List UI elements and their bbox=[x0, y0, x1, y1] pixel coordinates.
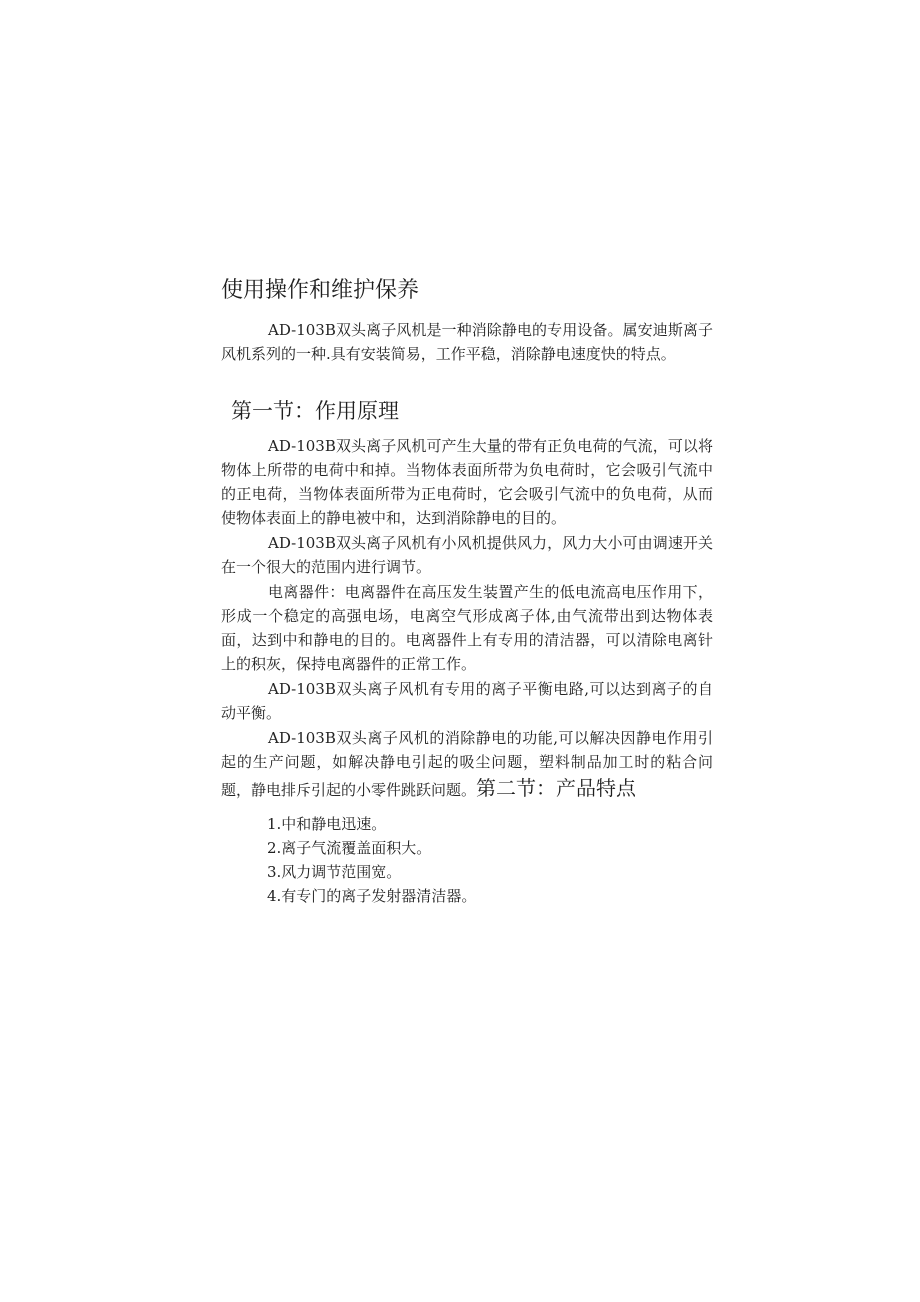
document-page bbox=[221, 276, 713, 908]
document-title: 使用操作和维护保养 bbox=[221, 278, 420, 303]
section-1-paragraph-4: AD-103B双头离子风机有专用的离子平衡电路,可以达到离子的自动平衡。 bbox=[221, 680, 713, 722]
section-1-paragraph-1: AD-103B双头离子风机可产生大量的带有正负电荷的气流，可以将物体上所带的电荷中和掉。当物体表面所带为负电荷时，它会吸引气流中的正电荷，当物体表面所带为正电荷时，它会吸引气流中的负电荷，从而使物体表面上的静电被中和，达到消除静电的目的。 bbox=[221, 437, 713, 527]
feature-list bbox=[221, 812, 713, 908]
intro-paragraph: AD-103B双头离子风机是一种消除静电的专用设备。属安迪斯离子风机系列的一种.具有安装简易，工作平稳，消除静电速度快的特点。 bbox=[221, 321, 713, 363]
section-1-paragraph-2: AD-103B双头离子风机有小风机提供风力，风力大小可由调速开关在一个很大的范围内进行调节。 bbox=[221, 534, 713, 576]
section-1-paragraph-5 bbox=[221, 726, 713, 802]
section-2-title: 第二节：产品特点 bbox=[476, 776, 637, 800]
list-item: 4.有专门的离子发射器清洁器。 bbox=[267, 887, 477, 905]
list-item: 1.中和静电迅速。 bbox=[267, 815, 387, 833]
section-1-paragraph-5-text: AD-103B双头离子风机的消除静电的功能,可以解决因静电作用引起的生产问题，如解决静电引起的吸尘问题，塑料制品加工时的粘合问题，静电排斥引起的小零件跳跃问题。 bbox=[221, 729, 713, 799]
list-item: 3.风力调节范围宽。 bbox=[267, 863, 402, 881]
list-item: 2.离子气流覆盖面积大。 bbox=[267, 839, 432, 857]
section-1-title: 第一节：作用原理 bbox=[231, 399, 399, 423]
section-1-paragraph-3: 电离器件：电离器件在高压发生装置产生的低电流高电压作用下，形成一个稳定的高强电场，电离空气形成离子体,由气流带出到达物体表面，达到中和静电的目的。电离器件上有专用的清洁器，可以清除电离针上的积灰，保持电离器件的正常工作。 bbox=[221, 583, 713, 673]
